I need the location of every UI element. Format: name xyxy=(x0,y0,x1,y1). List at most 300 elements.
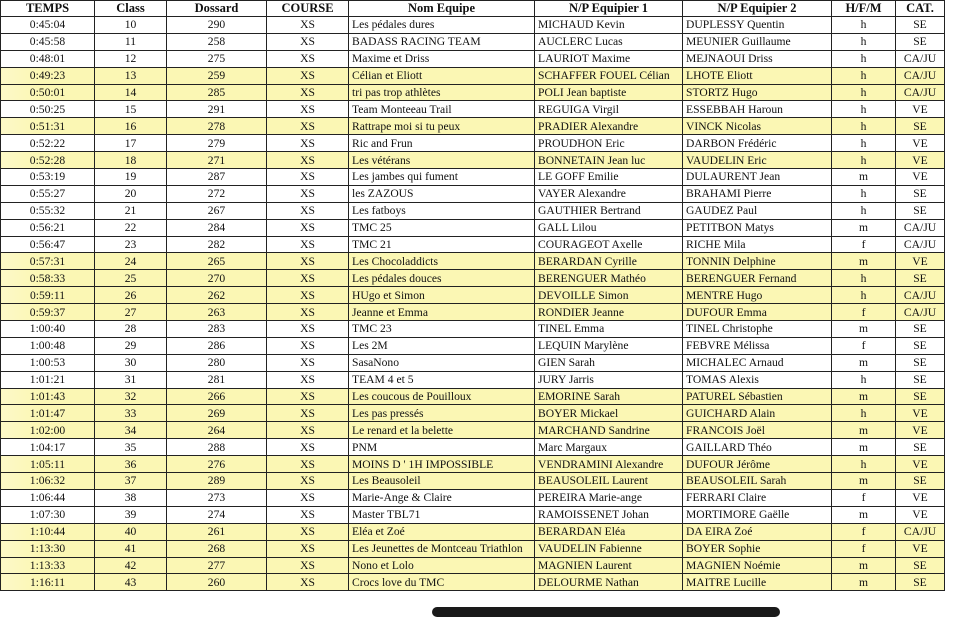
teammate-2-cell: BERENGUER Fernand xyxy=(683,270,832,287)
class-cell: 29 xyxy=(95,337,167,354)
gender-cell: f xyxy=(832,523,896,540)
dossard-cell: 273 xyxy=(167,489,267,506)
teammate-1-cell: RAMOISSENET Johan xyxy=(535,506,683,523)
teammate-1-cell: JURY Jarris xyxy=(535,371,683,388)
teammate-1-cell: DELOURME Nathan xyxy=(535,574,683,591)
table-row xyxy=(1,574,945,591)
class-cell: 31 xyxy=(95,371,167,388)
team-name-cell: Maxime et Driss xyxy=(349,50,535,67)
time-cell: 0:52:28 xyxy=(1,152,95,169)
time-cell: 0:51:31 xyxy=(1,118,95,135)
category-cell: SE xyxy=(896,439,945,456)
class-cell: 10 xyxy=(95,17,167,34)
team-name-cell: PNM xyxy=(349,439,535,456)
header-equipier-2: N/P Equipier 2 xyxy=(683,1,832,17)
teammate-1-cell: BERARDAN Eléa xyxy=(535,523,683,540)
dossard-cell: 272 xyxy=(167,185,267,202)
teammate-2-cell: FERRARI Claire xyxy=(683,489,832,506)
table-row xyxy=(1,321,945,338)
gender-cell: f xyxy=(832,540,896,557)
gender-cell: f xyxy=(832,337,896,354)
teammate-1-cell: VAUDELIN Fabienne xyxy=(535,540,683,557)
class-cell: 24 xyxy=(95,253,167,270)
team-name-cell: Les vétérans xyxy=(349,152,535,169)
team-name-cell: tri pas trop athlètes xyxy=(349,84,535,101)
team-name-cell: Les Jeunettes de Montceau Triathlon xyxy=(349,540,535,557)
course-cell: XS xyxy=(267,33,349,50)
team-name-cell: Ric and Frun xyxy=(349,135,535,152)
dossard-cell: 271 xyxy=(167,152,267,169)
course-cell: XS xyxy=(267,371,349,388)
gender-cell: h xyxy=(832,152,896,169)
class-cell: 15 xyxy=(95,101,167,118)
time-cell: 1:16:11 xyxy=(1,574,95,591)
class-cell: 34 xyxy=(95,422,167,439)
course-cell: XS xyxy=(267,101,349,118)
category-cell: SE xyxy=(896,185,945,202)
team-name-cell: Les coucous de Pouilloux xyxy=(349,388,535,405)
teammate-1-cell: BERENGUER Mathéo xyxy=(535,270,683,287)
course-cell: XS xyxy=(267,540,349,557)
team-name-cell: Nono et Lolo xyxy=(349,557,535,574)
gender-cell: h xyxy=(832,84,896,101)
table-row xyxy=(1,67,945,84)
course-cell: XS xyxy=(267,557,349,574)
class-cell: 12 xyxy=(95,50,167,67)
class-cell: 21 xyxy=(95,202,167,219)
category-cell: VE xyxy=(896,540,945,557)
time-cell: 0:48:01 xyxy=(1,50,95,67)
time-cell: 0:58:33 xyxy=(1,270,95,287)
teammate-1-cell: LAURIOT Maxime xyxy=(535,50,683,67)
teammate-2-cell: DUFOUR Emma xyxy=(683,304,832,321)
teammate-1-cell: BEAUSOLEIL Laurent xyxy=(535,473,683,490)
table-row xyxy=(1,506,945,523)
table-row xyxy=(1,253,945,270)
team-name-cell: Les pédales douces xyxy=(349,270,535,287)
header-row xyxy=(1,1,945,17)
gender-cell: h xyxy=(832,287,896,304)
team-name-cell: Les Chocoladdicts xyxy=(349,253,535,270)
time-cell: 0:53:19 xyxy=(1,169,95,186)
gender-cell: m xyxy=(832,574,896,591)
header-nom-equipe: Nom Equipe xyxy=(349,1,535,17)
table-row xyxy=(1,304,945,321)
time-cell: 1:06:32 xyxy=(1,473,95,490)
category-cell: SE xyxy=(896,202,945,219)
table-row xyxy=(1,50,945,67)
teammate-1-cell: VAYER Alexandre xyxy=(535,185,683,202)
dossard-cell: 266 xyxy=(167,388,267,405)
team-name-cell: TMC 21 xyxy=(349,236,535,253)
course-cell: XS xyxy=(267,456,349,473)
table-row xyxy=(1,557,945,574)
teammate-1-cell: Marc Margaux xyxy=(535,439,683,456)
category-cell: VE xyxy=(896,101,945,118)
course-cell: XS xyxy=(267,67,349,84)
header-gender: H/F/M xyxy=(832,1,896,17)
teammate-2-cell: BRAHAMI Pierre xyxy=(683,185,832,202)
teammate-2-cell: MAITRE Lucille xyxy=(683,574,832,591)
team-name-cell: Rattrape moi si tu peux xyxy=(349,118,535,135)
teammate-2-cell: MAGNIEN Noémie xyxy=(683,557,832,574)
teammate-1-cell: PROUDHON Eric xyxy=(535,135,683,152)
table-row xyxy=(1,118,945,135)
dossard-cell: 289 xyxy=(167,473,267,490)
dossard-cell: 283 xyxy=(167,321,267,338)
gender-cell: h xyxy=(832,17,896,34)
team-name-cell: TMC 23 xyxy=(349,321,535,338)
team-name-cell: Célian et Eliott xyxy=(349,67,535,84)
time-cell: 1:00:40 xyxy=(1,321,95,338)
teammate-2-cell: DA EIRA Zoé xyxy=(683,523,832,540)
time-cell: 0:55:27 xyxy=(1,185,95,202)
class-cell: 17 xyxy=(95,135,167,152)
teammate-1-cell: GAUTHIER Bertrand xyxy=(535,202,683,219)
gender-cell: h xyxy=(832,101,896,118)
teammate-1-cell: REGUIGA Virgil xyxy=(535,101,683,118)
course-cell: XS xyxy=(267,489,349,506)
dossard-cell: 274 xyxy=(167,506,267,523)
team-name-cell: Eléa et Zoé xyxy=(349,523,535,540)
category-cell: VE xyxy=(896,253,945,270)
category-cell: SE xyxy=(896,388,945,405)
dossard-cell: 269 xyxy=(167,405,267,422)
time-cell: 0:45:58 xyxy=(1,33,95,50)
team-name-cell: TMC 25 xyxy=(349,219,535,236)
teammate-2-cell: BEAUSOLEIL Sarah xyxy=(683,473,832,490)
teammate-2-cell: TONNIN Delphine xyxy=(683,253,832,270)
category-cell: VE xyxy=(896,489,945,506)
teammate-2-cell: MORTIMORE Gaëlle xyxy=(683,506,832,523)
gender-cell: m xyxy=(832,219,896,236)
team-name-cell: Marie-Ange & Claire xyxy=(349,489,535,506)
teammate-1-cell: RONDIER Jeanne xyxy=(535,304,683,321)
teammate-2-cell: PATUREL Sébastien xyxy=(683,388,832,405)
dossard-cell: 282 xyxy=(167,236,267,253)
dossard-cell: 261 xyxy=(167,523,267,540)
dossard-cell: 288 xyxy=(167,439,267,456)
category-cell: SE xyxy=(896,270,945,287)
category-cell: VE xyxy=(896,456,945,473)
team-name-cell: Crocs love du TMC xyxy=(349,574,535,591)
gender-cell: h xyxy=(832,371,896,388)
category-cell: SE xyxy=(896,321,945,338)
time-cell: 1:13:33 xyxy=(1,557,95,574)
class-cell: 39 xyxy=(95,506,167,523)
teammate-1-cell: BOYER Mickael xyxy=(535,405,683,422)
class-cell: 41 xyxy=(95,540,167,557)
category-cell: SE xyxy=(896,33,945,50)
teammate-1-cell: BERARDAN Cyrille xyxy=(535,253,683,270)
category-cell: CA/JU xyxy=(896,287,945,304)
class-cell: 38 xyxy=(95,489,167,506)
time-cell: 1:05:11 xyxy=(1,456,95,473)
time-cell: 1:10:44 xyxy=(1,523,95,540)
class-cell: 26 xyxy=(95,287,167,304)
class-cell: 35 xyxy=(95,439,167,456)
teammate-1-cell: MICHAUD Kevin xyxy=(535,17,683,34)
teammate-1-cell: AUCLERC Lucas xyxy=(535,33,683,50)
gender-cell: h xyxy=(832,456,896,473)
dossard-cell: 280 xyxy=(167,354,267,371)
course-cell: XS xyxy=(267,236,349,253)
table-row xyxy=(1,422,945,439)
time-cell: 1:13:30 xyxy=(1,540,95,557)
category-cell: VE xyxy=(896,152,945,169)
teammate-1-cell: GALL Lilou xyxy=(535,219,683,236)
gender-cell: h xyxy=(832,185,896,202)
table-row xyxy=(1,101,945,118)
team-name-cell: BADASS RACING TEAM xyxy=(349,33,535,50)
dossard-cell: 281 xyxy=(167,371,267,388)
class-cell: 27 xyxy=(95,304,167,321)
team-name-cell: Les Beausoleil xyxy=(349,473,535,490)
teammate-2-cell: TOMAS Alexis xyxy=(683,371,832,388)
team-name-cell: Les 2M xyxy=(349,337,535,354)
table-row xyxy=(1,540,945,557)
home-indicator[interactable] xyxy=(432,607,780,617)
dossard-cell: 259 xyxy=(167,67,267,84)
time-cell: 0:55:32 xyxy=(1,202,95,219)
teammate-1-cell: PRADIER Alexandre xyxy=(535,118,683,135)
teammate-2-cell: MEUNIER Guillaume xyxy=(683,33,832,50)
time-cell: 0:59:11 xyxy=(1,287,95,304)
gender-cell: h xyxy=(832,118,896,135)
teammate-2-cell: MEJNAOUI Driss xyxy=(683,50,832,67)
category-cell: SE xyxy=(896,337,945,354)
dossard-cell: 284 xyxy=(167,219,267,236)
teammate-1-cell: BONNETAIN Jean luc xyxy=(535,152,683,169)
gender-cell: h xyxy=(832,270,896,287)
table-row xyxy=(1,236,945,253)
gender-cell: f xyxy=(832,304,896,321)
category-cell: VE xyxy=(896,169,945,186)
gender-cell: h xyxy=(832,135,896,152)
table-row xyxy=(1,489,945,506)
teammate-1-cell: LE GOFF Emilie xyxy=(535,169,683,186)
teammate-2-cell: STORTZ Hugo xyxy=(683,84,832,101)
gender-cell: f xyxy=(832,236,896,253)
teammate-1-cell: LEQUIN Marylène xyxy=(535,337,683,354)
header-dossard: Dossard xyxy=(167,1,267,17)
class-cell: 33 xyxy=(95,405,167,422)
time-cell: 0:50:01 xyxy=(1,84,95,101)
teammate-2-cell: LHOTE Eliott xyxy=(683,67,832,84)
course-cell: XS xyxy=(267,354,349,371)
course-cell: XS xyxy=(267,574,349,591)
time-cell: 0:50:25 xyxy=(1,101,95,118)
teammate-2-cell: GUICHARD Alain xyxy=(683,405,832,422)
course-cell: XS xyxy=(267,523,349,540)
course-cell: XS xyxy=(267,506,349,523)
category-cell: CA/JU xyxy=(896,236,945,253)
teammate-1-cell: POLI Jean baptiste xyxy=(535,84,683,101)
class-cell: 19 xyxy=(95,169,167,186)
class-cell: 23 xyxy=(95,236,167,253)
gender-cell: m xyxy=(832,253,896,270)
category-cell: VE xyxy=(896,135,945,152)
course-cell: XS xyxy=(267,439,349,456)
dossard-cell: 278 xyxy=(167,118,267,135)
time-cell: 1:01:21 xyxy=(1,371,95,388)
teammate-1-cell: VENDRAMINI Alexandre xyxy=(535,456,683,473)
class-cell: 14 xyxy=(95,84,167,101)
gender-cell: m xyxy=(832,557,896,574)
teammate-2-cell: FEBVRE Mélissa xyxy=(683,337,832,354)
course-cell: XS xyxy=(267,304,349,321)
course-cell: XS xyxy=(267,135,349,152)
course-cell: XS xyxy=(267,84,349,101)
team-name-cell: les ZAZOUS xyxy=(349,185,535,202)
time-cell: 1:00:53 xyxy=(1,354,95,371)
table-row xyxy=(1,354,945,371)
gender-cell: h xyxy=(832,405,896,422)
category-cell: CA/JU xyxy=(896,67,945,84)
team-name-cell: Les pas pressés xyxy=(349,405,535,422)
dossard-cell: 285 xyxy=(167,84,267,101)
dossard-cell: 277 xyxy=(167,557,267,574)
course-cell: XS xyxy=(267,287,349,304)
dossard-cell: 265 xyxy=(167,253,267,270)
teammate-1-cell: PEREIRA Marie-ange xyxy=(535,489,683,506)
gender-cell: h xyxy=(832,33,896,50)
course-cell: XS xyxy=(267,321,349,338)
teammate-2-cell: ESSEBBAH Haroun xyxy=(683,101,832,118)
category-cell: SE xyxy=(896,371,945,388)
header-equipier-1: N/P Equipier 1 xyxy=(535,1,683,17)
course-cell: XS xyxy=(267,405,349,422)
table-row xyxy=(1,270,945,287)
gender-cell: h xyxy=(832,202,896,219)
teammate-2-cell: GAUDEZ Paul xyxy=(683,202,832,219)
dossard-cell: 290 xyxy=(167,17,267,34)
table-row xyxy=(1,84,945,101)
class-cell: 11 xyxy=(95,33,167,50)
class-cell: 36 xyxy=(95,456,167,473)
teammate-2-cell: DULAURENT Jean xyxy=(683,169,832,186)
team-name-cell: Les pédales dures xyxy=(349,17,535,34)
table-row xyxy=(1,33,945,50)
team-name-cell: Les fatboys xyxy=(349,202,535,219)
class-cell: 42 xyxy=(95,557,167,574)
course-cell: XS xyxy=(267,388,349,405)
category-cell: CA/JU xyxy=(896,219,945,236)
team-name-cell: Team Monteeau Trail xyxy=(349,101,535,118)
dossard-cell: 262 xyxy=(167,287,267,304)
dossard-cell: 286 xyxy=(167,337,267,354)
teammate-1-cell: MARCHAND Sandrine xyxy=(535,422,683,439)
teammate-2-cell: TINEL Christophe xyxy=(683,321,832,338)
class-cell: 30 xyxy=(95,354,167,371)
team-name-cell: Master TBL71 xyxy=(349,506,535,523)
team-name-cell: SasaNono xyxy=(349,354,535,371)
gender-cell: m xyxy=(832,388,896,405)
course-cell: XS xyxy=(267,422,349,439)
table-row xyxy=(1,287,945,304)
table-row xyxy=(1,405,945,422)
teammate-2-cell: MENTRE Hugo xyxy=(683,287,832,304)
team-name-cell: MOINS D ' 1H IMPOSSIBLE xyxy=(349,456,535,473)
gender-cell: m xyxy=(832,439,896,456)
team-name-cell: Jeanne et Emma xyxy=(349,304,535,321)
category-cell: CA/JU xyxy=(896,84,945,101)
category-cell: SE xyxy=(896,473,945,490)
teammate-1-cell: COURAGEOT Axelle xyxy=(535,236,683,253)
results-body xyxy=(1,17,945,591)
dossard-cell: 279 xyxy=(167,135,267,152)
gender-cell: m xyxy=(832,321,896,338)
course-cell: XS xyxy=(267,185,349,202)
teammate-2-cell: BOYER Sophie xyxy=(683,540,832,557)
teammate-1-cell: GIEN Sarah xyxy=(535,354,683,371)
dossard-cell: 291 xyxy=(167,101,267,118)
gender-cell: h xyxy=(832,50,896,67)
dossard-cell: 258 xyxy=(167,33,267,50)
team-name-cell: HUgo et Simon xyxy=(349,287,535,304)
course-cell: XS xyxy=(267,473,349,490)
course-cell: XS xyxy=(267,270,349,287)
table-row xyxy=(1,439,945,456)
course-cell: XS xyxy=(267,118,349,135)
class-cell: 40 xyxy=(95,523,167,540)
table-row xyxy=(1,219,945,236)
class-cell: 32 xyxy=(95,388,167,405)
header-temps: TEMPS xyxy=(1,1,95,17)
dossard-cell: 287 xyxy=(167,169,267,186)
gender-cell: f xyxy=(832,489,896,506)
gender-cell: m xyxy=(832,354,896,371)
header-class: Class xyxy=(95,1,167,17)
class-cell: 43 xyxy=(95,574,167,591)
teammate-2-cell: RICHE Mila xyxy=(683,236,832,253)
course-cell: XS xyxy=(267,50,349,67)
teammate-1-cell: EMORINE Sarah xyxy=(535,388,683,405)
team-name-cell: TEAM 4 et 5 xyxy=(349,371,535,388)
course-cell: XS xyxy=(267,337,349,354)
table-row xyxy=(1,152,945,169)
category-cell: CA/JU xyxy=(896,304,945,321)
class-cell: 37 xyxy=(95,473,167,490)
time-cell: 0:59:37 xyxy=(1,304,95,321)
time-cell: 1:06:44 xyxy=(1,489,95,506)
dossard-cell: 270 xyxy=(167,270,267,287)
time-cell: 1:02:00 xyxy=(1,422,95,439)
class-cell: 25 xyxy=(95,270,167,287)
team-name-cell: Les jambes qui fument xyxy=(349,169,535,186)
header-course: COURSE xyxy=(267,1,349,17)
category-cell: VE xyxy=(896,506,945,523)
time-cell: 1:01:43 xyxy=(1,388,95,405)
dossard-cell: 264 xyxy=(167,422,267,439)
teammate-2-cell: DARBON Frédéric xyxy=(683,135,832,152)
dossard-cell: 268 xyxy=(167,540,267,557)
course-cell: XS xyxy=(267,219,349,236)
table-row xyxy=(1,337,945,354)
time-cell: 0:52:22 xyxy=(1,135,95,152)
table-row xyxy=(1,185,945,202)
category-cell: VE xyxy=(896,422,945,439)
class-cell: 16 xyxy=(95,118,167,135)
teammate-2-cell: FRANCOIS Joël xyxy=(683,422,832,439)
time-cell: 0:56:47 xyxy=(1,236,95,253)
teammate-2-cell: MICHALEC Arnaud xyxy=(683,354,832,371)
class-cell: 28 xyxy=(95,321,167,338)
table-row xyxy=(1,388,945,405)
teammate-2-cell: VAUDELIN Eric xyxy=(683,152,832,169)
table-row xyxy=(1,202,945,219)
teammate-1-cell: DEVOILLE Simon xyxy=(535,287,683,304)
